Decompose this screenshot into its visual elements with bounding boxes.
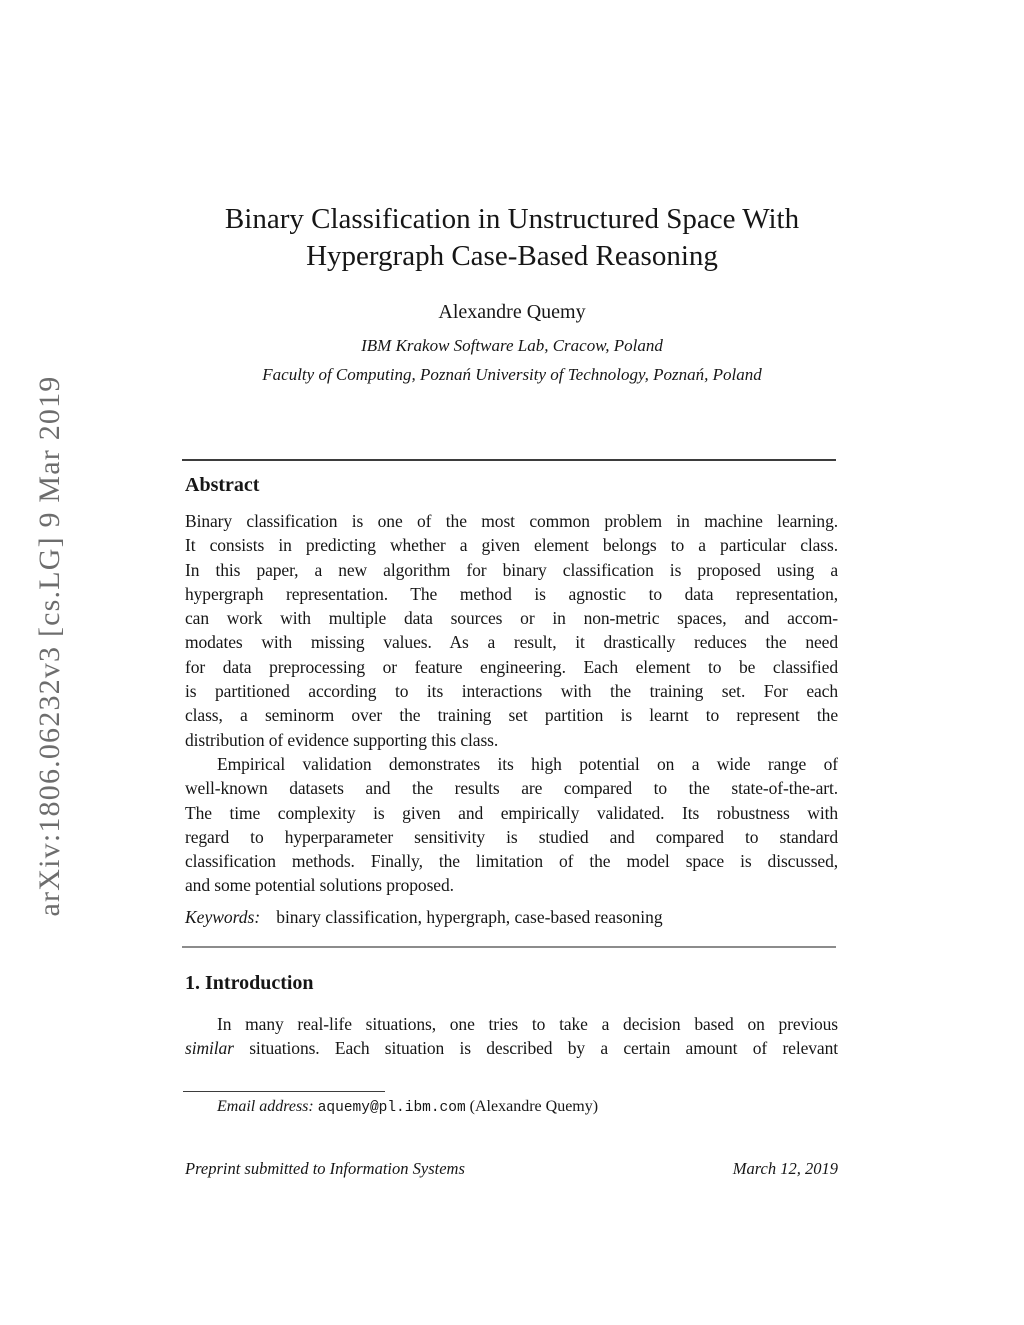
keywords-line [185, 907, 838, 928]
abstract-bottom-rule [182, 946, 836, 948]
arxiv-watermark: arXiv:1806.06232v3 [cs.LG] 9 Mar 2019 [33, 375, 66, 917]
affiliation-1: IBM Krakow Software Lab, Cracow, Poland [361, 336, 663, 355]
text-line: similar situations. Each situation is described by a certain amount of relevant [185, 1038, 838, 1059]
text-line: modates with missing values. As a result, it drastically reduces the need [185, 632, 838, 653]
abstract-top-rule [182, 459, 836, 461]
email-address-suffix: (Alexandre Quemy) [469, 1098, 599, 1115]
text-line: hypergraph representation. The method is agnostic to data representation, [185, 583, 838, 604]
paper-title-line-2: Hypergraph Case-Based Reasoning [306, 240, 718, 272]
abstract-heading: Abstract [185, 474, 260, 496]
abstract-text [185, 509, 838, 898]
text-line: Empirical validation demonstrates its high potential on a wide range of [217, 753, 838, 774]
email-address-label: Email address: [217, 1098, 314, 1115]
text-line: is partitioned according to its interactions with the training set. For each [185, 681, 838, 702]
author-name: Alexandre Quemy [438, 301, 586, 323]
footnote-email-line [185, 1098, 838, 1116]
section-heading-introduction: 1. Introduction [185, 972, 314, 994]
text-line: It consists in predicting whether a given element belongs to a particular class. [185, 535, 838, 556]
text-line: class, a seminorm over the training set partition is learnt to represent the [185, 705, 838, 726]
text-line: well-known datasets and the results are compared to the state-of-the-art. [185, 778, 838, 799]
paper-title-line-1: Binary Classification in Unstructured Space With [224, 203, 800, 235]
text-line: In many real-life situations, one tries to take a decision based on previous [217, 1014, 838, 1034]
text-line: classification methods. Finally, the limitation of the model space is discussed, [185, 851, 838, 872]
emphasized-word: similar [185, 1038, 234, 1059]
text-line: In this paper, a new algorithm for binary classification is proposed using a [185, 559, 838, 580]
affiliation-2: Faculty of Computing, Poznań University of Technology, Poznań, Poland [262, 365, 762, 384]
text-line: regard to hyperparameter sensitivity is studied and compared to standard [185, 826, 838, 847]
text-line: distribution of evidence supporting this class. [185, 729, 499, 750]
footnote-rule [183, 1091, 385, 1092]
email-address-value: aquemy@pl.ibm.com [317, 1100, 466, 1116]
keywords-label: Keywords: [185, 907, 261, 927]
text-line: Binary classification is one of the most common problem in machine learning. [185, 511, 838, 531]
text-line: The time complexity is given and empirically validated. Its robustness with [185, 802, 838, 823]
footer-date: March 12, 2019 [732, 1159, 838, 1178]
text-line: can work with multiple data sources or in non-metric spaces, and accom- [185, 608, 838, 629]
text-line: and some potential solutions proposed. [185, 875, 454, 896]
keywords-text: binary classification, hypergraph, case-based reasoning [276, 907, 663, 927]
text-line: for data preprocessing or feature engineering. Each element to be classified [185, 656, 838, 677]
introduction-text [185, 1012, 838, 1061]
preprint-note: Preprint submitted to Information Systems [185, 1159, 465, 1178]
page-footer [185, 1159, 838, 1179]
